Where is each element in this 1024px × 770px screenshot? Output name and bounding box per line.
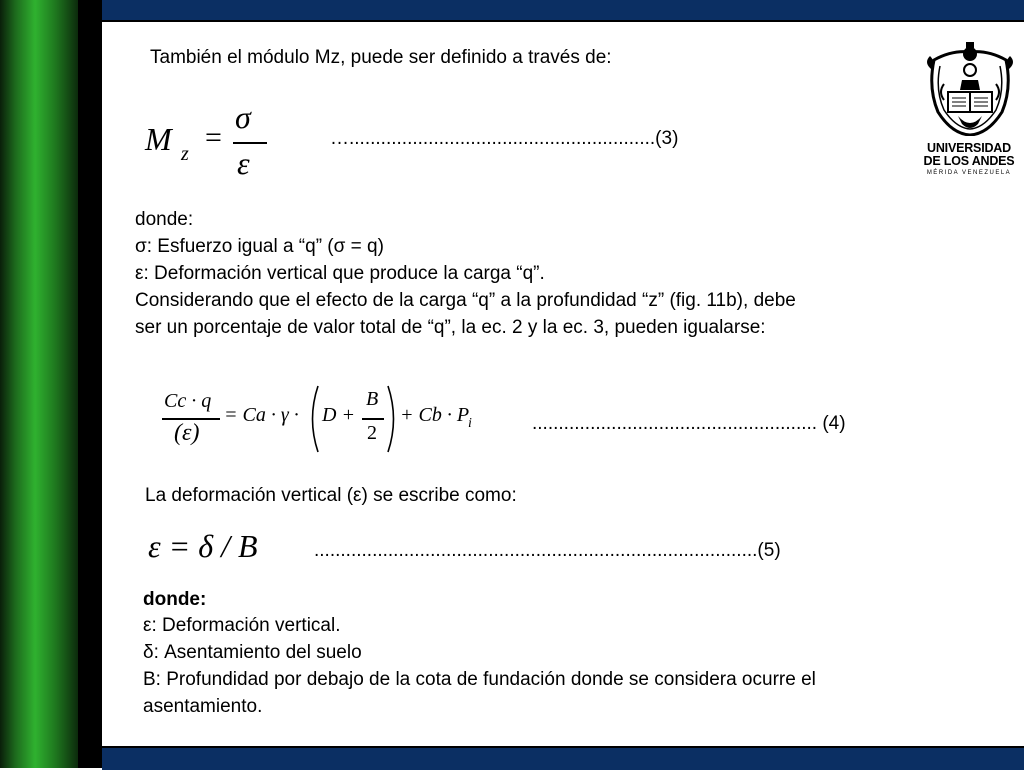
top-blue-bar — [102, 0, 1024, 22]
equation-4 — [160, 382, 490, 457]
def2-line4: asentamiento. — [143, 696, 263, 717]
equation-3 — [145, 99, 285, 190]
eq3-lhs: M — [145, 121, 172, 157]
university-logo — [920, 40, 1018, 180]
eq4-denominator: (ε) — [174, 420, 200, 446]
eq5-intro: La deformación vertical (ε) se escribe como: — [145, 485, 517, 506]
def1-line4: ser un porcentaje de valor total de “q”, la ec. 2 y la ec. 3, pueden igualarse: — [135, 317, 766, 338]
def1-line1: σ: Esfuerzo igual a “q” (σ = q) — [135, 236, 384, 257]
eq3-numerator: σ — [235, 99, 251, 135]
bottom-blue-bar — [102, 746, 1024, 770]
def2-line3: B: Profundidad por debajo de la cota de fundación donde se considera ocurre el — [143, 669, 816, 690]
def2-line2: δ: Asentamiento del suelo — [143, 642, 362, 663]
eq4-left-paren — [306, 384, 320, 454]
university-seal-icon — [924, 40, 1016, 136]
logo-line1: UNIVERSIDAD — [927, 141, 1011, 155]
eq3-equals: = — [205, 121, 222, 154]
eq3-dots: …..........................................................(3) — [330, 128, 679, 149]
def1-line2: ε: Deformación vertical que produce la carga “q”. — [135, 263, 545, 284]
def2-heading: donde: — [143, 589, 207, 610]
eq4-cb-p: + Cb · P — [400, 404, 470, 426]
logo-line3: MÉRIDA VENEZUELA — [926, 170, 1012, 176]
eq4-ca-gamma: = Ca · γ · — [224, 404, 299, 426]
left-black-stripe — [78, 0, 102, 768]
eq4-fraction-line-b — [362, 418, 384, 420]
intro-text: También el módulo Mz, puede ser definido a través de: — [150, 47, 612, 68]
eq4-right-paren — [386, 384, 400, 454]
def2-line1: ε: Deformación vertical. — [143, 615, 341, 636]
eq4-two: 2 — [367, 422, 377, 444]
def1-line3: Considerando que el efecto de la carga “q” a la profundidad “z” (fig. 11b), debe — [135, 290, 796, 311]
eq5-dots: ....................................................................................(5) — [314, 540, 781, 561]
eq5-formula: ε = δ / B — [148, 528, 258, 564]
eq4-b: B — [366, 388, 379, 410]
eq4-numerator: Cc · q — [164, 390, 212, 412]
eq4-d-plus: D + — [322, 404, 355, 426]
eq3-fraction-line — [233, 142, 267, 144]
left-green-band — [0, 0, 78, 768]
eq3-lhs-sub: z — [181, 143, 189, 165]
def1-heading: donde: — [135, 209, 194, 230]
logo-line2: DE LOS ANDES — [923, 154, 1015, 168]
eq4-sub-i: i — [468, 416, 472, 431]
eq3-denominator: ε — [237, 145, 250, 181]
eq4-dots: ...................................................... (4) — [532, 413, 846, 434]
